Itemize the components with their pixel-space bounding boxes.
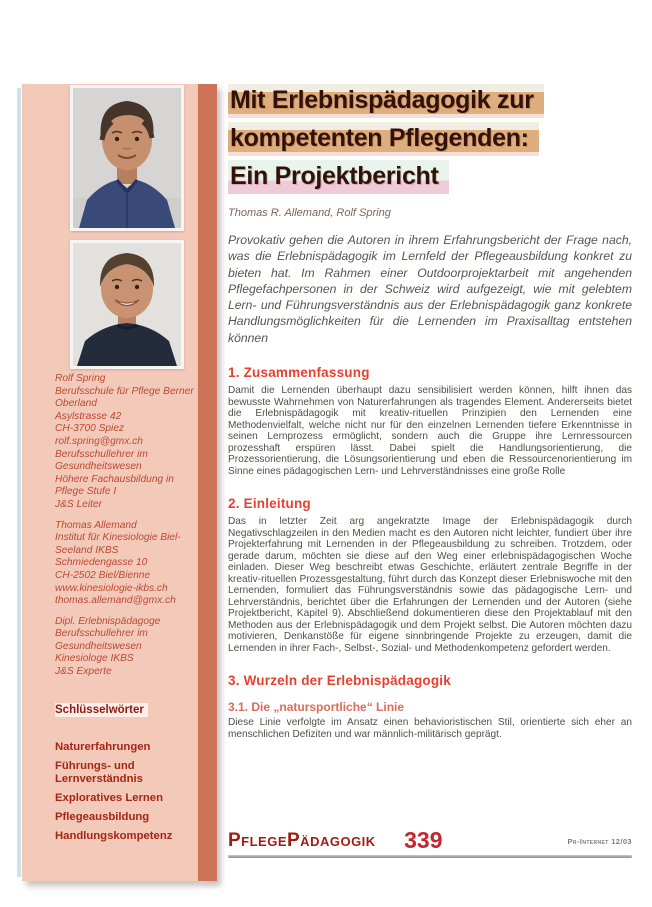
title-line-3-row (228, 160, 632, 198)
accent-divider-bar (198, 84, 217, 881)
contact-line: Thomas Allemand (55, 519, 137, 531)
keyword-item: Exploratives Lernen (55, 792, 163, 805)
contact-line: Höhere Fachausbildung in Pflege Stufe I (55, 473, 174, 498)
contact-line: Berufsschule für Pflege Berner Oberland (55, 385, 194, 410)
journal-name: PflegePädagogik (228, 830, 376, 851)
contact-line: J&S Leiter (55, 498, 102, 510)
author-sidebar (22, 84, 198, 881)
roles-thomas-allemand (55, 616, 199, 679)
contact-line: thomas.allemand@gmx.ch (55, 595, 176, 607)
section-heading-2: 2. Einleitung (228, 496, 311, 512)
page-title-line-2: kompetenten Pflegenden: (228, 122, 539, 156)
portrait-top-icon (73, 88, 181, 228)
author-byline: Thomas R. Allemand, Rolf Spring (228, 207, 391, 219)
role-line: Berufsschullehrer im Gesundheitswesen (55, 628, 148, 652)
abstract-text: Provokativ gehen die Autoren in ihrem Erfahrungsbericht der Frage nach, was die Erlebnispädagogik im Lernfeld der Pflegeausbildung konkret zu bieten hat. Im Rahmen einer Outdoorprojektarbeit mit angehenden Pflegefachpersonen in der Schweiz wird aufgezeigt, wie mit gelebtem Lern- und Führungsverständnis aus der Erlebnispädagogik ganz konkrete Handlungsmöglichkeiten für die Lernenden im Praxisalltag entstehen können (228, 233, 632, 345)
role-line: J&S Experte (55, 666, 112, 678)
page-title-line-3: Ein Projektbericht (228, 160, 449, 194)
author-photo-2 (70, 240, 184, 369)
section-body-2: Das in letzter Zeit arg angekratzte Image der Erlebnispädagogik durch Negativschlagzeilen in den Medien macht es den Autoren nicht leichter, fundiert über ihre Projekterfahrung mit Lernenden in der Pflegeausbildung zu schreiben. Trotzdem, oder gerade darum, möchten sie diese auf den Weg einer erlebnispädagogischen Woche einladen. Dieser Weg beschreibt etwas Geschichte, erläutert zentrale Begriffe in der kreativ-rituellen Prozessgestaltung, führt durch das Konzept dieser Erlebniswoche mit den Lernenden, formuliert das Führungsverständnis sowie das pädagogische Lern- und Lehrverständnis, berichtet über die Erfahrungen der Lernenden und der Autoren (siehe Projektbericht, Kapitel 9). Abschließend dokumentieren diese den Projektablauf mit den Methoden aus der Erlebnispädagogik und dem Projekt selbst. Die Autoren möchten dazu motivieren, Denkanstöße für eigene sinnbringende Projekte zu erzeugen, damit die Lernenden in ihrer Fach-, Selbst-, Sozial- und Methodenkompetenz gefordert werden. (228, 516, 632, 654)
contact-line: CH-2502 Biel/Bienne (55, 569, 151, 581)
article-body (228, 84, 632, 740)
contact-line: CH-3700 Spiez (55, 423, 125, 435)
contact-line: Rolf Spring (55, 373, 106, 384)
role-line: Kinesiologe IKBS (55, 653, 134, 665)
contact-line: Asylstrasse 42 (55, 410, 122, 422)
page-footer (228, 827, 632, 858)
title-line-1-row (228, 84, 632, 122)
page-title-line-1: Mit Erlebnispädagogik zur (228, 84, 544, 118)
contact-line: www.kinesiologie-ikbs.ch (55, 582, 168, 594)
contact-rolf-spring (55, 373, 199, 512)
section-body-3: Diese Linie verfolgte im Ansatz einen behavioristischen Stil, orientierte sich eher an menschlichen Defiziten und war männlich-militärisch geprägt. (228, 717, 632, 740)
role-line: Dipl. Erlebnispädagoge (55, 615, 161, 627)
portrait-bottom-icon (73, 243, 181, 366)
section-subheading-3-1: 3.1. Die „natursportliche“ Linie (228, 700, 405, 715)
section-body-1: Damit die Lernenden überhaupt dazu sensibilisiert werden können, hilft ihnen das bewusste Wahrnehmen von Naturerfahrungen als tragendes Element. Andererseits bietet die Erlebnispädagogik mit kreativ-rituellen Prinzipien den Lernenden eine Methodenvielfalt, welche nicht nur für den einzelnen Lernenden tiefere Erkenntnisse in seinen Lernprozess ermöglicht, sondern auch die Gruppe ihre Lernressourcen prozesshaft erspüren lässt. Dabei spielt die Handlungsorientierung, die Prozessorientierung, die Lösungsorientierung und eben die Ressourcenorientierung im Sinne eines pädagogischen Lern- und Lehrverständnisses eine große Rolle (228, 385, 632, 477)
keyword-item: Handlungskompetenz (55, 830, 173, 843)
page-number: 339 (404, 827, 443, 853)
title-line-2-row (228, 122, 632, 160)
keyword-item: Naturerfahrungen (55, 741, 151, 754)
contact-line: Schmiedengasse 10 (55, 557, 148, 569)
issue-label: Pr-Internet 12/03 (567, 837, 632, 846)
section-heading-1: 1. Zusammenfassung (228, 365, 370, 381)
keyword-item: Pflegeausbildung (55, 811, 150, 824)
keywords-list (55, 741, 199, 843)
contact-thomas-allemand (55, 520, 199, 608)
keywords-label: Schlüsselwörter (55, 703, 148, 718)
keyword-item: Führungs- und Lernverständnis (55, 760, 143, 786)
contact-line: Berufsschullehrer im Gesundheitswesen (55, 448, 148, 473)
contact-line: Institut für Kinesiologie Biel-Seeland IKBS (55, 532, 181, 556)
contact-line: rolf.spring@gmx.ch (55, 435, 143, 447)
section-heading-3: 3. Wurzeln der Erlebnispädagogik (228, 673, 451, 689)
author-photo-1 (70, 85, 184, 231)
footer-rule (228, 855, 632, 858)
sidebar-text (55, 373, 199, 849)
